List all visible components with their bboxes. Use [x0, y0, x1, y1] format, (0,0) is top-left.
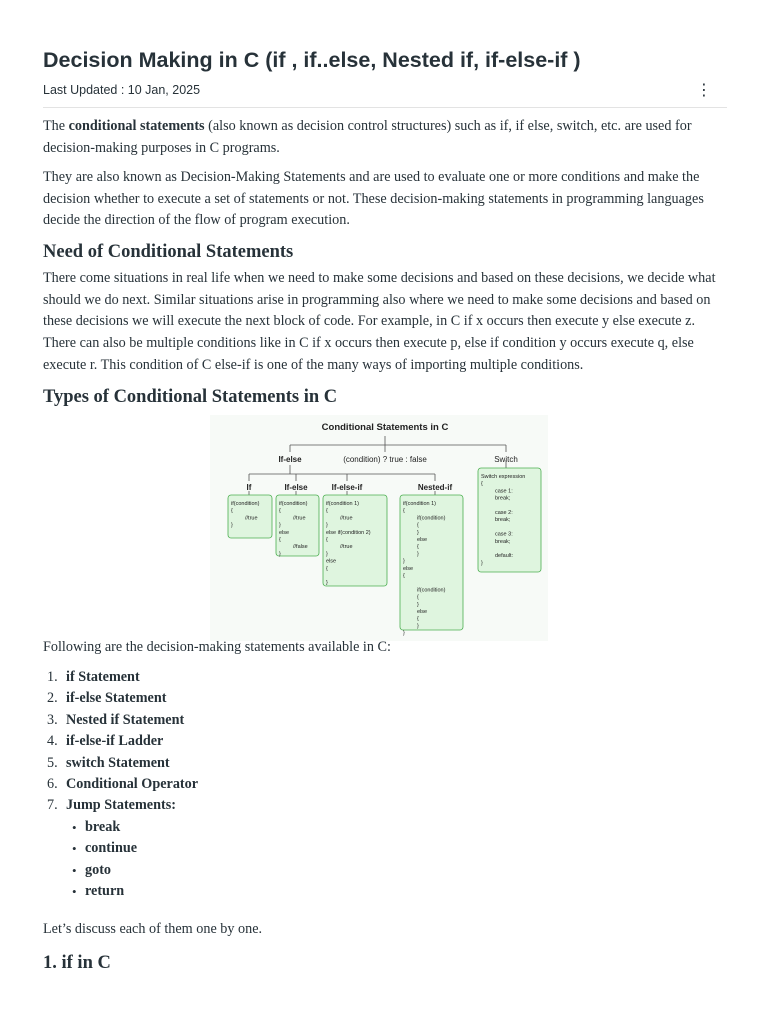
- more-options-icon[interactable]: ⋮: [696, 80, 712, 99]
- diagram-code-line: }: [326, 551, 328, 558]
- diagram-code-line: }: [403, 630, 405, 637]
- jump-item-goto: [62, 860, 137, 881]
- diagram-code-line: }: [417, 601, 419, 608]
- list-num: 3.: [47, 711, 58, 728]
- diagram-code-line: if(condition): [231, 501, 260, 507]
- diagram-code-line: default:: [495, 553, 514, 560]
- jump-label: return: [85, 883, 125, 900]
- diagram-code-line: if(condition 1): [403, 501, 437, 507]
- diagram-l1-switch: Switch: [494, 455, 518, 464]
- intro1-post: (also known as decision control structures) such as if, if else, switch, etc. are used for decision-making purposes in C programs.: [43, 118, 692, 156]
- diagram-code-line: }: [417, 551, 419, 558]
- jump-statement-list: [62, 817, 137, 903]
- diagram-code-line: if(condition 1): [326, 501, 360, 507]
- list-label: Nested if Statement: [66, 711, 185, 728]
- list-num: 5.: [47, 754, 58, 771]
- list-label: if Statement: [66, 669, 140, 685]
- jump-item-continue: [62, 838, 137, 859]
- diagram-code-line: }: [279, 551, 281, 558]
- list-item: [43, 774, 198, 795]
- diagram-code-line: //true: [293, 515, 306, 522]
- list-num: 1.: [47, 669, 58, 685]
- divider: [43, 107, 727, 108]
- jump-label: goto: [85, 861, 112, 878]
- heading-need: Need of Conditional Statements: [43, 242, 294, 262]
- diagram-code-line: }: [326, 580, 328, 587]
- diagram-code-line: {: [279, 508, 281, 515]
- diagram-code-line: else: [403, 565, 414, 572]
- list-label: Conditional Operator: [66, 775, 199, 792]
- diagram-code-line: if(condition): [279, 501, 308, 507]
- diagram-title: Conditional Statements in C: [321, 422, 449, 433]
- diagram-l1-ternary: (condition) ? true : false: [343, 455, 427, 464]
- heading-if: 1. if in C: [43, 953, 111, 973]
- intro-paragraph-1: [43, 116, 727, 159]
- diagram-code-line: if(condition): [417, 515, 446, 522]
- diagram-code-line: else: [326, 558, 337, 565]
- diagram-code-line: {: [481, 481, 483, 488]
- list-num: 6.: [47, 775, 58, 792]
- diagram-code-line: {: [326, 508, 328, 515]
- diagram-code-line: {: [403, 508, 405, 515]
- diagram-l2-if: If: [246, 483, 252, 492]
- diagram-code-line: //true: [340, 515, 353, 522]
- diagram-code-line: case 1:: [495, 488, 513, 495]
- intro1-pre: The: [43, 118, 69, 134]
- heading-types: Types of Conditional Statements in C: [43, 387, 338, 407]
- intro1-bold: conditional statements: [68, 118, 205, 134]
- diagram-code-line: else: [279, 529, 290, 536]
- need-paragraph: There come situations in real life when we need to make some decisions and based on these decisions, we decide what should we do next. Similar situations arise in programming also where we need to make some decisions and based on these decisions we will execute the next block of code. For example, in C if x occurs then execute y else execute z. There can also be multiple conditions like in C if x occurs then execute p, else if condition y occurs execute q, else execute r. This condition of C else-if is one of the many ways of importing multiple conditions.: [43, 270, 716, 373]
- diagram-code-line: //true: [245, 515, 258, 522]
- list-item: [43, 731, 198, 752]
- list-label: switch Statement: [66, 754, 170, 771]
- diagram-code-line: break;: [495, 517, 511, 524]
- diagram-code-line: if(condition): [417, 587, 446, 594]
- list-num: 2.: [47, 690, 58, 707]
- box-elseif: [323, 495, 387, 586]
- conditional-statements-diagram: [210, 415, 548, 641]
- diagram-code-line: {: [279, 537, 281, 543]
- diagram-l2-nested: Nested-if: [417, 483, 453, 492]
- page-title: Decision Making in C (if , if..else, Nested if, if-else-if ): [43, 48, 581, 72]
- diagram-code-line: }: [403, 558, 405, 565]
- following-text: Following are the decision-making statements available in C:: [43, 639, 391, 655]
- diagram-code-line: }: [417, 623, 419, 630]
- diagram-l2-ifelse: If-else: [284, 483, 308, 492]
- diagram-code-line: }: [326, 522, 328, 529]
- jump-label: continue: [85, 840, 138, 857]
- jump-item-return: [62, 881, 137, 902]
- discuss-text: Let’s discuss each of them one by one.: [43, 921, 263, 937]
- diagram-code-line: }: [279, 522, 281, 529]
- diagram-code-line: //true: [340, 544, 353, 551]
- diagram-code-line: }: [417, 529, 419, 536]
- meta-row: [43, 81, 727, 99]
- intro-paragraph-2: They are also known as Decision-Making Statements and are used to evaluate one or more conditions and make the decision whether to execute a set of statements or not. These decision-making statements in programming languages decide the direction of the flow of program execution.: [43, 169, 704, 229]
- list-label: if-else Statement: [66, 690, 167, 707]
- diagram-code-line: {: [417, 616, 419, 623]
- list-item: [43, 688, 198, 709]
- diagram-code-line: }: [481, 560, 483, 567]
- last-updated: Last Updated : 10 Jan, 2025: [43, 83, 201, 97]
- diagram-code-line: else: [417, 537, 428, 543]
- diagram-code-line: //false: [293, 544, 308, 551]
- list-label: Jump Statements:: [66, 797, 176, 814]
- diagram-code-line: case 2:: [495, 510, 513, 516]
- list-item: [43, 795, 198, 816]
- diagram-code-line: {: [326, 565, 328, 572]
- diagram-code-line: {: [417, 594, 419, 601]
- diagram-code-line: {: [326, 537, 328, 543]
- diagram-svg: [210, 415, 548, 641]
- jump-item-break: [62, 817, 137, 838]
- diagram-code-line: {: [231, 508, 233, 515]
- list-label: if-else-if Ladder: [66, 733, 164, 750]
- diagram-code-line: else if(condition 2): [326, 529, 371, 536]
- diagram-code-line: break;: [495, 495, 511, 502]
- jump-label: break: [85, 819, 121, 835]
- diagram-code-line: }: [231, 522, 233, 529]
- diagram-l1-ifelse: If-else: [278, 455, 302, 464]
- diagram-code-line: {: [417, 544, 419, 551]
- diagram-code-line: break;: [495, 538, 511, 545]
- diagram-code-line: else: [417, 609, 428, 615]
- list-num: 7.: [47, 797, 58, 814]
- list-item: [43, 667, 198, 688]
- list-item: [43, 753, 198, 774]
- diagram-l2-elseif: If-else-if: [331, 483, 363, 492]
- statement-list: [43, 667, 198, 817]
- diagram-code-line: {: [403, 573, 405, 579]
- diagram-code-line: case 3:: [495, 531, 513, 538]
- list-num: 4.: [47, 733, 58, 750]
- diagram-code-line: Switch expression: [481, 474, 526, 480]
- list-item: [43, 710, 198, 731]
- diagram-code-line: {: [417, 522, 419, 529]
